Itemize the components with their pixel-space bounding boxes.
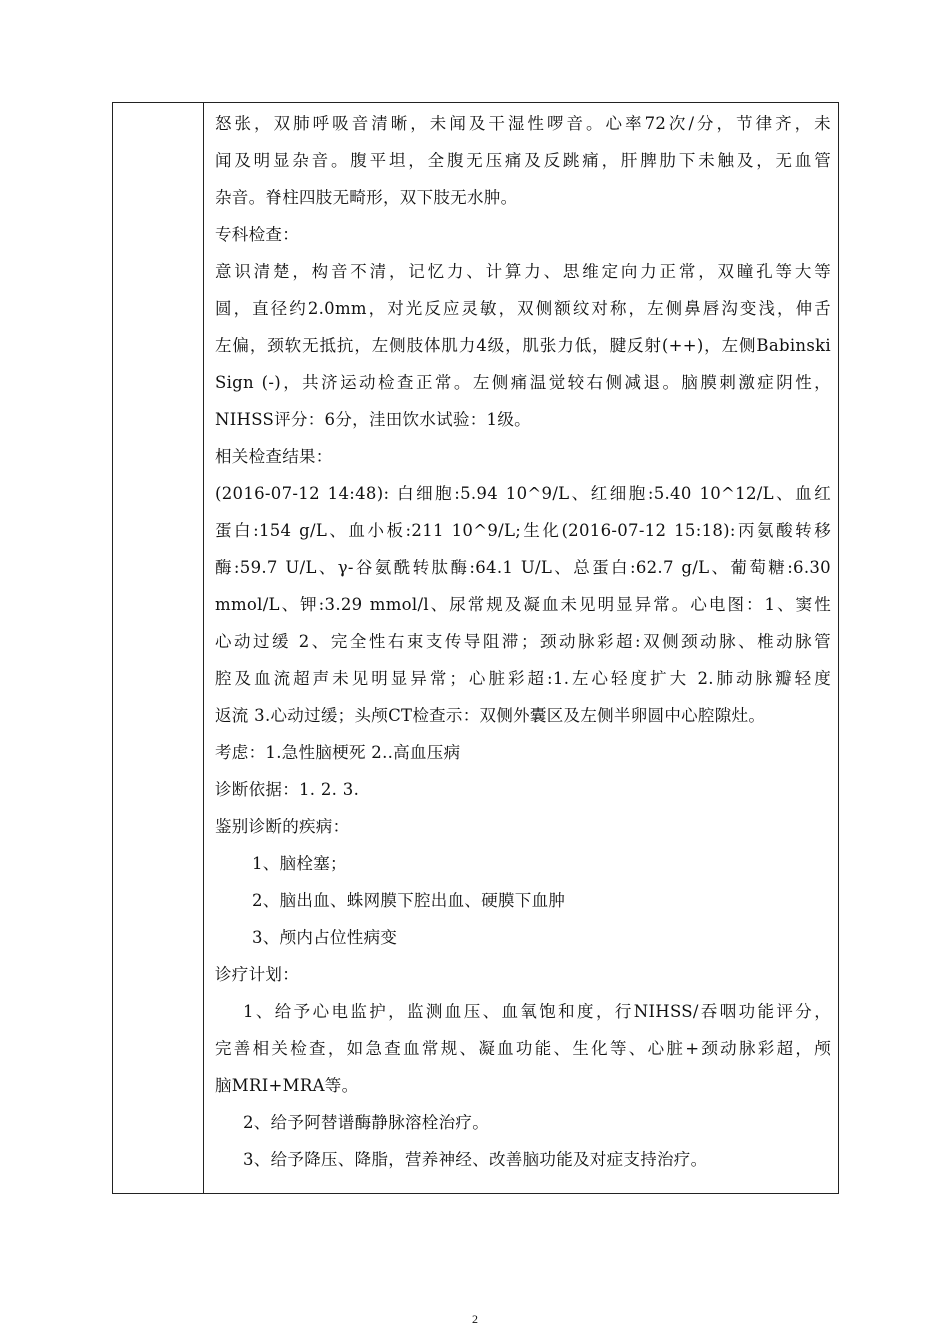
lab-results-line: 腔及血流超声未见明显异常；心脏彩超:1.左心轻度扩大 2.肺动脉瓣轻度 [215, 669, 831, 688]
plan-line: 完善相关检查，如急查血常规、凝血功能、生化等、心脏+颈动脉彩超，颅 [215, 1039, 831, 1058]
lab-results-line: 心动过缓 2、完全性右束支传导阻滞；颈动脉彩超:双侧颈动脉、椎动脉管 [215, 632, 831, 651]
record-table [112, 102, 839, 1194]
lab-results-line: 蛋白:154 g/L、血小板:211 10^9/L;生化(2016-07-12 15:18):丙氨酸转移 [215, 521, 831, 540]
differential-item: 3、颅内占位性病变 [252, 928, 398, 947]
page-number: 2 [472, 1312, 478, 1326]
lab-results-line: (2016-07-12 14:48): 白细胞:5.94 10^9/L、红细胞:5.40 10^12/L、血红 [215, 484, 831, 503]
plan-heading: 诊疗计划： [215, 965, 299, 984]
differential-item: 2、脑出血、蛛网膜下腔出血、硬膜下血肿 [252, 891, 566, 910]
plan-line: 1、给予心电监护，监测血压、血氧饱和度，行NIHSS/吞咽功能评分， [243, 1002, 831, 1021]
record-content [215, 105, 831, 1178]
specialty-exam-line: NIHSS评分：6分，洼田饮水试验：1级。 [215, 410, 531, 429]
left-label-column [113, 103, 204, 1193]
lab-results-line: mmol/L、钾:3.29 mmol/l、尿常规及凝血未见明显异常。心电图：1、窦性 [215, 595, 831, 614]
differential-heading: 鉴别诊断的疾病： [215, 817, 350, 836]
plan-line: 2、给予阿替谱酶静脉溶栓治疗。 [243, 1113, 489, 1132]
plan-line: 3、给予降压、降脂，营养神经、改善脑功能及对症支持治疗。 [243, 1150, 708, 1169]
specialty-exam-line: Sign (-)，共济运动检查正常。左侧痛温觉较右侧减退。脑膜刺激症阴性， [215, 373, 831, 392]
specialty-exam-line: 意识清楚，构音不清，记忆力、计算力、思维定向力正常，双瞳孔等大等 [215, 262, 831, 281]
consider-line: 考虑：1.急性脑梗死 2..高血压病 [215, 743, 461, 762]
physical-exam-line: 怒张，双肺呼吸音清晰，未闻及干湿性啰音。心率72次/分，节律齐，未 [215, 114, 831, 133]
physical-exam-line: 杂音。脊柱四肢无畸形，双下肢无水肿。 [215, 188, 518, 207]
specialty-exam-line: 圆，直径约2.0mm，对光反应灵敏，双侧额纹对称，左侧鼻唇沟变浅，伸舌 [215, 299, 831, 318]
differential-item: 1、脑栓塞； [252, 854, 347, 873]
lab-results-line: 酶:59.7 U/L、γ-谷氨酰转肽酶:64.1 U/L、总蛋白:62.7 g/L、葡萄糖:6.30 [215, 558, 831, 577]
lab-results-line: 返流 3.心动过缓；头颅CT检查示：双侧外囊区及左侧半卵圆中心腔隙灶。 [215, 706, 766, 725]
lab-results-heading: 相关检查结果： [215, 447, 333, 466]
content-column [203, 103, 840, 1193]
physical-exam-line: 闻及明显杂音。腹平坦，全腹无压痛及反跳痛，肝脾肋下未触及，无血管 [215, 151, 831, 170]
plan-line: 脑MRI+MRA等。 [215, 1076, 359, 1095]
specialty-exam-line: 左偏，颈软无抵抗，左侧肢体肌力4级，肌张力低，腱反射(++)，左侧Babinski [215, 336, 831, 355]
diagnosis-basis-line: 诊断依据：1. 2. 3. [215, 780, 360, 799]
specialty-exam-heading: 专科检查： [215, 225, 299, 244]
